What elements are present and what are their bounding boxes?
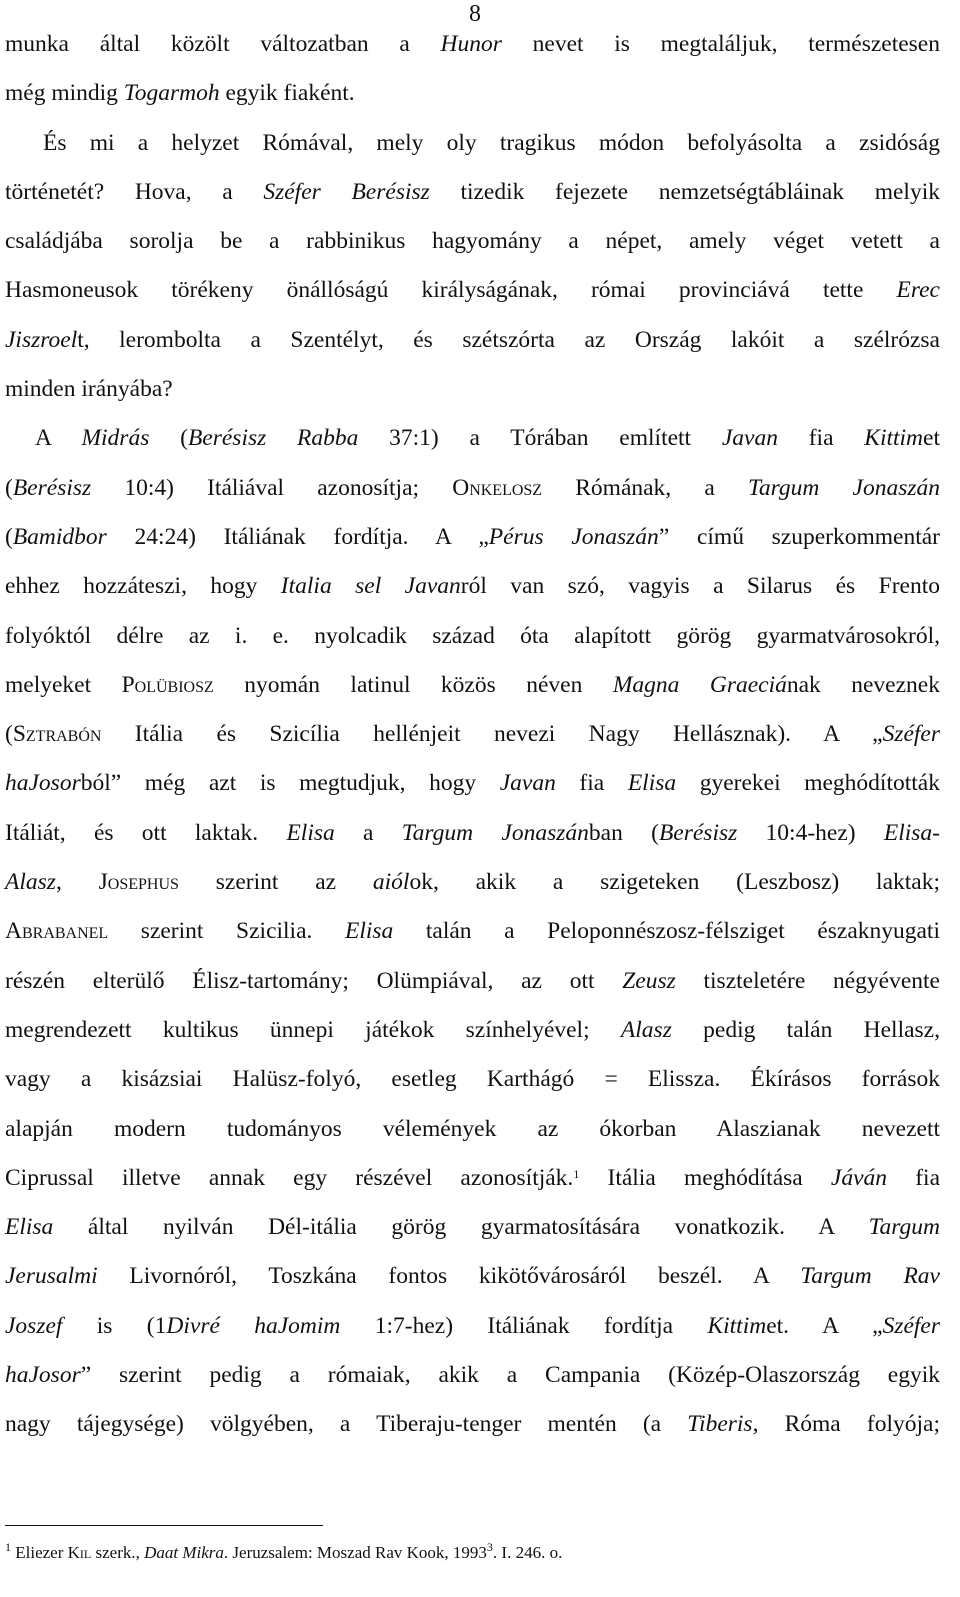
text-segment: Livornóról, Toszkána fontos kikötővárosáról beszél. A: [97, 1263, 801, 1290]
text-line: [5, 1154, 940, 1203]
text-segment: egyik fiaként.: [219, 80, 355, 107]
text-segment: melyeket: [5, 671, 122, 698]
author-name: Josephus: [98, 869, 179, 896]
text-segment: is (1: [62, 1312, 167, 1339]
text-line: [5, 217, 940, 266]
text-segment: Targum Jonaszán: [747, 474, 940, 501]
text-line: [5, 612, 940, 661]
text-segment: Elisa: [627, 770, 677, 797]
text-segment: folyóktól délre az i. e. nyolcadik század óta alapított görög gyarmatvárosokról,: [5, 622, 940, 649]
text-segment: (: [5, 523, 13, 550]
text-segment: És mi a helyzet Rómával, mely oly tragikus módon befolyásolta a zsidóság: [43, 129, 940, 156]
text-segment: Zeusz: [622, 967, 676, 994]
text-segment: fia: [777, 425, 865, 452]
text-segment: megrendezett kultikus ünnepi játékok színhelyével;: [5, 1016, 621, 1043]
text-segment: 1:7-hez) Itáliának fordítja: [340, 1312, 708, 1339]
author-name: Polübiosz: [121, 671, 214, 698]
text-segment: (: [5, 474, 13, 501]
text-segment: Kittim: [864, 425, 924, 452]
text-segment: ,: [55, 869, 99, 896]
text-segment: Széfer Berésisz: [263, 178, 430, 205]
text-segment: Hasmoneusok törékeny önállóságú királyságának, római provinciává tette: [5, 277, 897, 304]
text-segment: A: [35, 425, 82, 452]
text-line: [5, 809, 940, 858]
text-segment: Erec: [896, 277, 940, 304]
text-segment: , Róma folyója;: [752, 1411, 940, 1438]
text-line: [5, 513, 940, 562]
text-line: [5, 266, 940, 315]
text-segment: t, lerombolta a Szentélyt, és szétszórta az Ország lakóit a szélrózsa: [77, 326, 940, 353]
text-segment: Elisa: [5, 1214, 54, 1241]
text-segment: a: [334, 819, 402, 846]
text-segment: 24:24) Itáliának fordítja. A „: [106, 523, 489, 550]
text-segment: Jerusalmi: [5, 1263, 98, 1290]
text-segment: . Jeruzsalem: Moszad Rav Kook, 1993: [223, 1543, 487, 1562]
text-line: [5, 1203, 940, 1252]
text-segment: Jiszroel: [5, 326, 78, 353]
footnote-reference: 3: [486, 1540, 493, 1554]
text-segment: pedig talán Hellasz,: [671, 1016, 940, 1043]
text-segment: munka által közölt változatban a: [5, 31, 441, 57]
text-segment: Hunor: [440, 31, 502, 57]
text-segment: Széfer: [882, 1312, 940, 1339]
text-segment: haJosor: [5, 1362, 81, 1389]
text-segment: Joszef: [5, 1312, 63, 1339]
text-segment: Tiberis: [687, 1411, 753, 1438]
text-line: [5, 69, 940, 118]
footnote-separator: [5, 1525, 323, 1526]
text-line: [5, 1055, 940, 1104]
text-segment: még mindig: [5, 80, 124, 107]
text-segment: Ciprussal illetve annak egy részével azonosítják.: [5, 1164, 574, 1191]
text-segment: . I. 246. o.: [492, 1543, 563, 1562]
text-segment: minden irányába?: [5, 376, 173, 403]
text-segment: szerk.,: [91, 1543, 145, 1562]
text-segment: nyomán latinul közös néven: [213, 671, 613, 698]
text-line: [5, 464, 940, 513]
text-line: [5, 365, 940, 414]
text-segment: által nyilván Dél-itália görög gyarmatosítására vonatkozik. A: [53, 1214, 869, 1241]
text-segment: 10:4) Itáliával azonosítja;: [91, 474, 453, 501]
text-line: [5, 119, 940, 168]
text-line: [5, 661, 940, 710]
text-segment: ok, akik a szigeteken (Leszbosz) laktak;: [409, 869, 940, 896]
text-segment: szerint az: [178, 869, 373, 896]
page-number: 8: [469, 1, 481, 27]
text-segment: ról van szó, vagyis a Silarus és Frento: [460, 573, 940, 600]
text-line: [5, 1006, 940, 1055]
text-segment: nak neveznek: [786, 671, 940, 698]
text-segment: Javan: [721, 425, 778, 452]
text-segment: (: [149, 425, 188, 452]
text-line: [5, 1302, 940, 1351]
text-segment: szerint Szicilia.: [108, 918, 345, 945]
text-segment: tizedik fejezete nemzetségtábláinak melyik: [429, 178, 940, 205]
text-segment: Berésisz: [658, 819, 738, 846]
text-segment: történetét? Hova, a: [5, 178, 264, 205]
text-line: [5, 20, 940, 69]
text-segment: Berésisz: [12, 474, 92, 501]
text-segment: Itáliát, és ott laktak.: [5, 819, 287, 846]
text-segment: alapján modern tudományos vélemények az ókorban Alaszianak nevezett: [5, 1115, 940, 1142]
text-line: [5, 168, 940, 217]
text-segment: aiól: [372, 869, 410, 896]
text-segment: 10:4-hez): [737, 819, 884, 846]
text-line: [5, 1400, 940, 1449]
text-segment: Divré haJomim: [166, 1312, 341, 1339]
author-name: Abrabanel: [5, 918, 109, 945]
text-segment: et: [923, 425, 940, 452]
text-segment: vagy a kisázsiai Halüsz-folyó, esetleg Karthágó = Elissza. Ékírásos források: [5, 1066, 940, 1093]
text-segment: Targum Rav: [800, 1263, 940, 1290]
text-line: [5, 858, 940, 907]
text-segment: Kittim: [707, 1312, 767, 1339]
text-segment: fia: [887, 1164, 940, 1191]
text-segment: Elisa-: [883, 819, 940, 846]
text-line: [5, 562, 940, 611]
text-segment: Togarmoh: [123, 80, 220, 107]
text-segment: Pérus Jonaszán: [488, 523, 659, 550]
text-line: [5, 1105, 940, 1154]
text-segment: ehhez hozzáteszi, hogy: [5, 573, 281, 600]
text-segment: Alasz: [620, 1016, 672, 1043]
text-segment: ” című szuperkommentár: [658, 523, 941, 550]
author-name: Kil: [67, 1543, 92, 1562]
text-line: [5, 759, 940, 808]
text-segment: Italia sel Javan: [280, 573, 461, 600]
author-name: Onkelosz: [452, 474, 543, 501]
footnote-reference: 1: [573, 1166, 580, 1181]
text-line: [5, 957, 940, 1006]
text-line: [5, 316, 940, 365]
text-line: [5, 1252, 940, 1301]
text-segment: ból” még azt is megtudjuk, hogy: [80, 770, 500, 797]
text-line: [5, 414, 940, 463]
text-segment: Rómának, a: [542, 474, 748, 501]
text-segment: gyerekei meghódították: [676, 770, 940, 797]
text-segment: (: [5, 721, 13, 748]
text-line: [5, 1351, 940, 1400]
text-segment: fia: [555, 770, 628, 797]
text-segment: családjába sorolja be a rabbinikus hagyomány a népet, amely véget vetett a: [5, 228, 940, 255]
footnote-reference: 1: [5, 1540, 11, 1554]
text-segment: részén elterülő Élisz-tartomány; Olümpiával, az ott: [5, 967, 623, 994]
text-segment: Midrás: [81, 425, 150, 452]
text-segment: Berésisz Rabba: [187, 425, 359, 452]
text-segment: nagy tájegysége) völgyében, a Tiberaju-tenger mentén (a: [5, 1411, 688, 1438]
text-segment: 37:1) a Tórában említett: [358, 425, 722, 452]
text-segment: Targum Jonaszán: [401, 819, 589, 846]
text-segment: Targum: [868, 1214, 940, 1241]
text-segment: et. A „: [766, 1312, 883, 1339]
text-segment: Daat Mikra: [144, 1543, 224, 1562]
text-segment: Bamidbor: [12, 523, 107, 550]
text-segment: tiszteletére négyévente: [675, 967, 940, 994]
text-segment: nevet is megtaláljuk, természetesen: [501, 31, 940, 57]
text-segment: Elisa: [286, 819, 335, 846]
author-name: Sztrabón: [12, 721, 102, 748]
text-segment: Itália meghódítása: [579, 1164, 831, 1191]
footnote: [5, 1541, 940, 1565]
text-segment: talán a Peloponnészosz-félsziget északnyugati: [393, 918, 940, 945]
text-segment: Jáván: [830, 1164, 888, 1191]
text-line: [5, 710, 940, 759]
text-segment: Elisa: [344, 918, 394, 945]
text-line: [5, 907, 940, 956]
text-segment: Eliezer: [11, 1543, 68, 1562]
text-segment: Itália és Szicília hellénjeit nevezi Nagy Hellásznak). A „: [101, 721, 883, 748]
text-segment: ban (: [588, 819, 659, 846]
text-segment: Alasz: [5, 869, 56, 896]
text-segment: Javan: [499, 770, 556, 797]
text-segment: Széfer: [882, 721, 940, 748]
text-segment: haJosor: [5, 770, 81, 797]
body-text: [5, 20, 940, 1450]
text-segment: Magna Graeciá: [612, 671, 787, 698]
text-segment: ” szerint pedig a rómaiak, akik a Campania (Közép-Olaszország egyik: [80, 1362, 940, 1389]
